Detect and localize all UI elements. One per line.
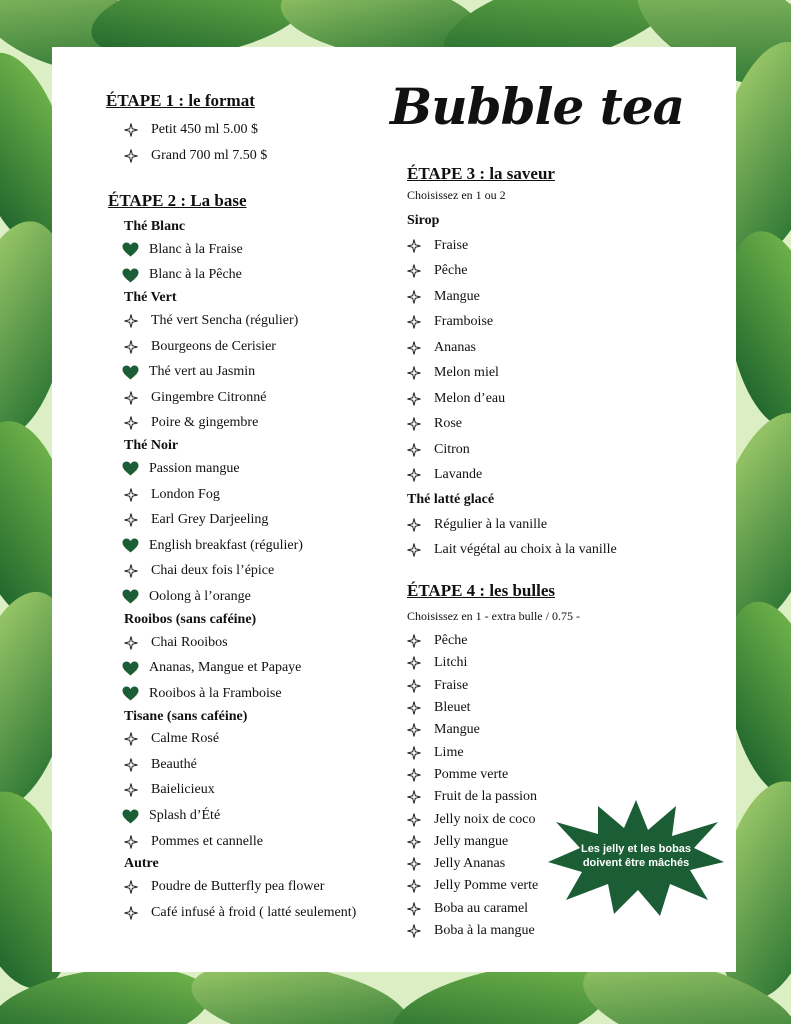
four-point-star-icon [407, 902, 421, 916]
menu-item [407, 538, 617, 564]
menu-item-label: Pêche [434, 263, 468, 279]
menu-item-label: Poudre de Butterfly pea flower [151, 879, 325, 895]
menu-item-label: Mangue [434, 722, 480, 738]
four-point-star-icon [407, 366, 421, 380]
four-point-star-icon [124, 513, 138, 527]
group-heading: Thé Noir [124, 438, 179, 454]
menu-item-label: Blanc à la Pêche [149, 267, 242, 283]
menu-item [407, 412, 617, 438]
menu-item-label: Chai Rooibos [151, 634, 228, 650]
menu-item [407, 831, 538, 853]
menu-item [407, 741, 538, 763]
menu-item [407, 875, 538, 897]
menu-item-label: Pommes et cannelle [151, 833, 263, 849]
step3-title: ÉTAPE 3 : la saveur [407, 164, 555, 183]
menu-item-label: Ananas [434, 339, 476, 355]
menu-item [407, 675, 538, 697]
menu-item-label: Splash d’Été [149, 808, 221, 824]
four-point-star-icon [407, 443, 421, 457]
four-point-star-icon [124, 488, 138, 502]
menu-item [124, 411, 356, 437]
menu-item [124, 237, 356, 263]
menu-item-label: Pêche [434, 633, 468, 649]
four-point-star-icon [124, 564, 138, 578]
four-point-star-icon [124, 758, 138, 772]
menu-item [124, 263, 356, 289]
step3-note: Choisissez en 1 ou 2 [407, 188, 506, 202]
four-point-star-icon [124, 123, 138, 137]
menu-item [124, 117, 267, 143]
heart-icon [122, 242, 139, 257]
heart-icon [122, 461, 139, 476]
menu-item-label: Bleuet [434, 700, 471, 716]
menu-item-label: Café infusé à froid ( latté seulement) [151, 904, 357, 920]
four-point-star-icon [124, 906, 138, 920]
menu-item [407, 786, 538, 808]
menu-item-label: Baielicieux [151, 782, 215, 798]
menu-item-label: Boba à la mangue [434, 923, 535, 938]
step2-list [124, 217, 356, 926]
four-point-star-icon [124, 416, 138, 430]
four-point-star-icon [124, 149, 138, 163]
menu-item-label: Earl Grey Darjeeling [151, 512, 269, 528]
menu-item-label: Gingembre Citronné [151, 389, 267, 405]
menu-item [407, 463, 617, 489]
four-point-star-icon [407, 857, 421, 871]
menu-item-label: Melon d’eau [434, 390, 506, 406]
step2-title: ÉTAPE 2 : La base [108, 191, 247, 210]
four-point-star-icon [124, 314, 138, 328]
menu-item-label: Jelly noix de coco [434, 811, 536, 827]
menu-item-label: Mangue [434, 288, 480, 304]
group-heading: Thé latté glacé [407, 492, 495, 507]
step4-title: ÉTAPE 4 : les bulles [407, 581, 555, 600]
menu-item-label: Melon miel [434, 365, 499, 381]
four-point-star-icon [407, 634, 421, 648]
four-point-star-icon [407, 290, 421, 304]
step3-list [407, 209, 617, 563]
menu-item [407, 719, 538, 741]
menu-item [124, 874, 356, 900]
menu-item [124, 385, 356, 411]
four-point-star-icon [407, 924, 421, 938]
menu-item-label: Citron [434, 441, 470, 457]
menu-item-label: London Fog [151, 486, 220, 502]
menu-item-label: Fruit de la passion [434, 789, 538, 805]
four-point-star-icon [407, 468, 421, 482]
menu-item [124, 507, 356, 533]
menu-item [124, 655, 356, 681]
menu-item [124, 334, 356, 360]
menu-item [407, 697, 538, 719]
step1-list [124, 117, 267, 169]
menu-item [124, 681, 356, 707]
menu-item [124, 829, 356, 855]
menu-item [124, 727, 356, 753]
menu-item-label: Thé vert au Jasmin [149, 364, 256, 380]
menu-item-label: Lait végétal au choix à la vanille [434, 542, 617, 558]
menu-item-label: Chai deux fois l’épice [151, 563, 275, 579]
menu-item [407, 361, 617, 387]
four-point-star-icon [124, 880, 138, 894]
four-point-star-icon [407, 879, 421, 893]
four-point-star-icon [407, 392, 421, 406]
menu-item-label: Régulier à la vanille [434, 516, 548, 532]
menu-item [407, 920, 538, 942]
four-point-star-icon [407, 746, 421, 760]
menu-item-label: English breakfast (régulier) [149, 537, 303, 553]
menu-item [407, 652, 538, 674]
menu-item [124, 533, 356, 559]
heart-icon [122, 268, 139, 283]
page-title: Bubble tea [390, 77, 685, 136]
menu-item [124, 308, 356, 334]
menu-item [407, 437, 617, 463]
four-point-star-icon [124, 732, 138, 746]
menu-item-label: Petit 450 ml 5.00 $ [151, 122, 258, 137]
menu-item [407, 259, 617, 285]
four-point-star-icon [407, 518, 421, 532]
heart-icon [122, 365, 139, 380]
four-point-star-icon [124, 783, 138, 797]
menu-item [407, 386, 617, 412]
four-point-star-icon [124, 340, 138, 354]
four-point-star-icon [407, 679, 421, 693]
four-point-star-icon [407, 264, 421, 278]
menu-item [407, 284, 617, 310]
menu-item [407, 310, 617, 336]
step1-title: ÉTAPE 1 : le format [106, 91, 255, 110]
menu-item [407, 233, 617, 259]
chew-notice-text [548, 842, 724, 870]
menu-item [407, 512, 617, 538]
four-point-star-icon [124, 835, 138, 849]
heart-icon [122, 809, 139, 824]
menu-item [124, 900, 356, 926]
menu-item-label: Bourgeons de Cerisier [151, 338, 276, 354]
four-point-star-icon [407, 656, 421, 670]
menu-item-label: Jelly Pomme verte [434, 878, 539, 894]
four-point-star-icon [407, 341, 421, 355]
menu-item [124, 584, 356, 610]
menu-item [124, 630, 356, 656]
menu-item-label: Passion mangue [149, 460, 240, 476]
four-point-star-icon [124, 636, 138, 650]
menu-item-label: Boba au caramel [434, 900, 529, 916]
menu-item-label: Pomme verte [434, 766, 509, 782]
menu-item-label: Framboise [434, 314, 494, 330]
four-point-star-icon [407, 723, 421, 737]
menu-item-label: Litchi [434, 655, 468, 671]
group-heading: Thé Blanc [124, 219, 186, 234]
menu-item [407, 808, 538, 830]
menu-item [407, 898, 538, 920]
four-point-star-icon [407, 790, 421, 804]
menu-item-label: Lime [434, 744, 464, 760]
four-point-star-icon [407, 239, 421, 253]
menu-item-label: Ananas, Mangue et Papaye [149, 660, 302, 676]
four-point-star-icon [407, 813, 421, 827]
menu-item-label: Fraise [434, 677, 469, 693]
step4-list [407, 630, 538, 942]
heart-icon [122, 661, 139, 676]
four-point-star-icon [407, 417, 421, 431]
menu-item [124, 778, 356, 804]
menu-item-label: Lavande [434, 467, 483, 483]
heart-icon [122, 589, 139, 604]
menu-item [407, 764, 538, 786]
menu-item-label: Fraise [434, 237, 469, 253]
menu-item [124, 143, 267, 169]
chew-notice-line2: doivent être mâchés [582, 857, 690, 869]
step4-note: Choisissez en 1 - extra bulle / 0.75 - [407, 609, 580, 623]
menu-item-label: Jelly mangue [434, 833, 509, 849]
group-heading: Thé Vert [124, 290, 177, 306]
menu-item-label: Jelly Ananas [434, 856, 506, 872]
group-heading: Rooibos (sans caféine) [124, 611, 257, 627]
menu-item [124, 359, 356, 385]
menu-item [124, 456, 356, 482]
menu-item-label: Calme Rosé [151, 731, 220, 747]
group-heading: Sirop [407, 213, 440, 228]
menu-item-label: Blanc à la Fraise [149, 241, 243, 257]
menu-item [407, 335, 617, 361]
group-heading: Autre [124, 856, 159, 872]
menu-item [124, 482, 356, 508]
menu-item-label: Poire & gingembre [151, 415, 259, 431]
heart-icon [122, 686, 139, 701]
four-point-star-icon [407, 835, 421, 849]
menu-item [407, 853, 538, 875]
menu-item [124, 559, 356, 585]
group-heading: Tisane (sans caféine) [124, 708, 248, 724]
four-point-star-icon [407, 315, 421, 329]
menu-item-label: Oolong à l’orange [149, 588, 251, 604]
menu-item-label: Grand 700 ml 7.50 $ [151, 148, 268, 163]
menu-item-label: Thé vert Sencha (régulier) [151, 312, 299, 328]
menu-item-label: Rose [434, 416, 462, 432]
chew-notice-line1: Les jelly et les bobas [580, 843, 692, 855]
menu-item-label: Rooibos à la Framboise [149, 685, 282, 701]
menu-item [124, 752, 356, 778]
heart-icon [122, 538, 139, 553]
four-point-star-icon [407, 543, 421, 557]
four-point-star-icon [407, 701, 421, 715]
menu-item [407, 630, 538, 652]
menu-item-label: Beauthé [151, 756, 197, 772]
menu-item [124, 803, 356, 829]
four-point-star-icon [407, 768, 421, 782]
four-point-star-icon [124, 391, 138, 405]
